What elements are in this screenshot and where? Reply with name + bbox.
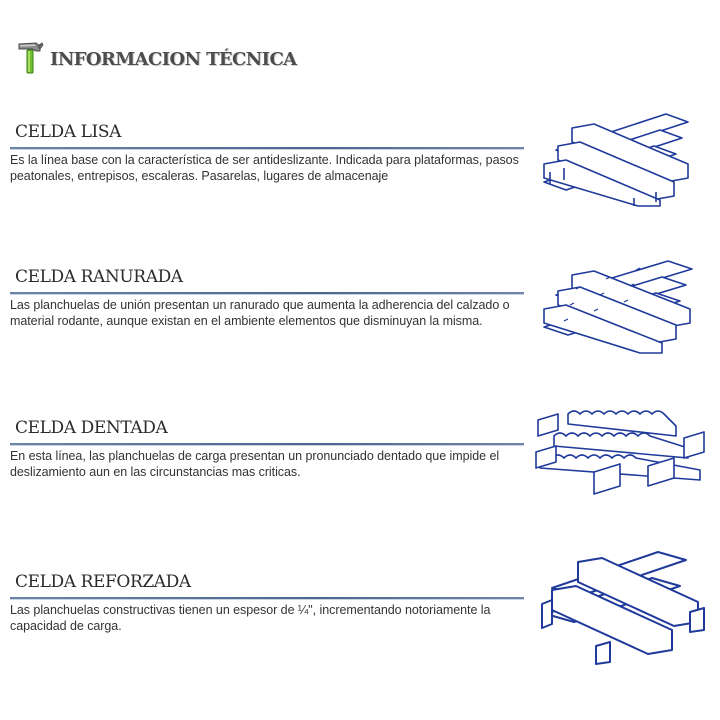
- hammer-icon: [16, 40, 44, 74]
- section-description: En esta línea, las planchuelas de carga presentan un pronunciado dentado que impide el deslizamiento aun en las circunstancias mas criticas.: [10, 449, 500, 479]
- title-rule: [10, 597, 524, 599]
- title-rule: [10, 292, 524, 294]
- title-rule: [10, 443, 524, 445]
- section-title: CELDA LISA: [15, 122, 121, 142]
- section-title: CELDA RANURADA: [15, 267, 183, 287]
- serrated-grating-icon: [528, 400, 712, 502]
- reinforced-grating-icon: [538, 548, 710, 666]
- smooth-grating-icon: [538, 108, 706, 208]
- section-description: Es la línea base con la característica de ser antideslizante. Indicada para plataformas, pasos peatonales, entrepisos, escaleras. Pasarelas, lugares de almacenaje: [10, 153, 519, 183]
- slotted-grating-icon: [536, 257, 708, 355]
- section-description: Las planchuelas constructivas tienen un espesor de ¼", incrementando notoriamente la capacidad de carga.: [10, 603, 491, 633]
- section-title: CELDA DENTADA: [15, 418, 168, 438]
- section-description: Las planchuelas de unión presentan un ranurado que aumenta la adherencia del calzado o material rodante, aunque existan en el ambiente elementos que disminuyan la misma.: [10, 298, 510, 328]
- title-rule: [10, 147, 524, 149]
- page-title: INFORMACION TÉCNICA: [50, 48, 297, 70]
- section-title: CELDA REFORZADA: [15, 572, 191, 592]
- page-header: [16, 40, 297, 74]
